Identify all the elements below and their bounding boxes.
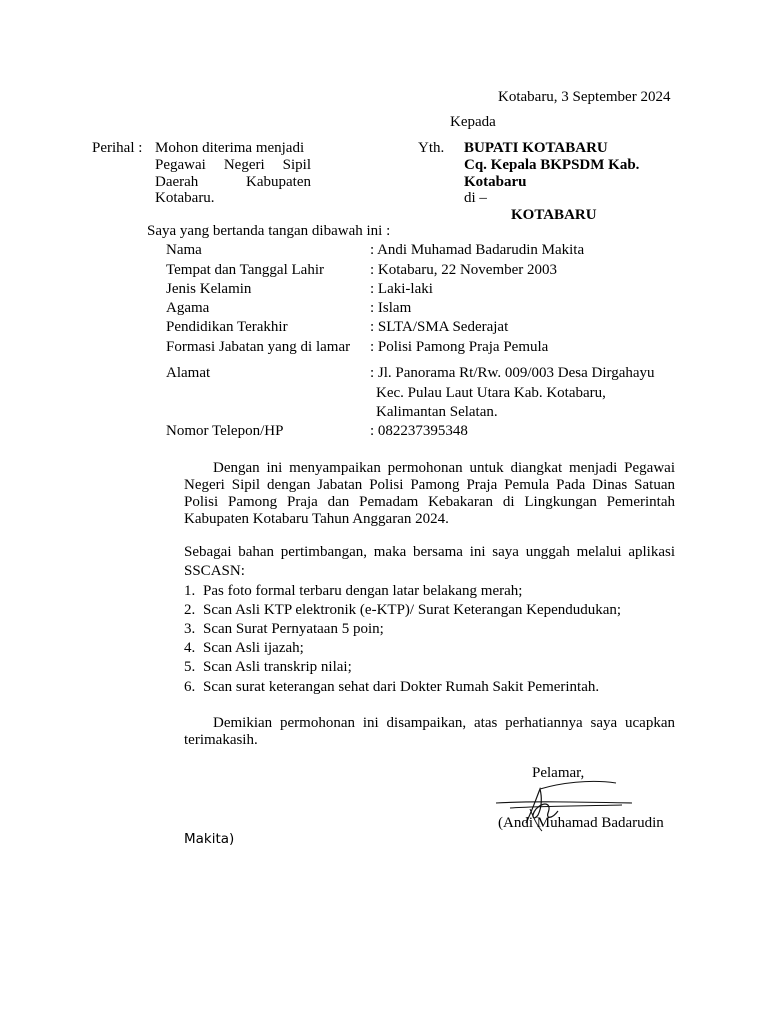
list-item-number: 2. [184,602,196,618]
perihal-line-2: Pegawai Negeri Sipil [155,157,311,173]
identity-label: Agama [166,300,210,316]
phone-label: Nomor Telepon/HP [166,423,284,439]
identity-label: Jenis Kelamin [166,281,252,297]
list-item: Scan Surat Pernyataan 5 poin; [203,621,384,637]
address-line-1: : Jl. Panorama Rt/Rw. 009/003 Desa Dirgahayu [370,365,655,381]
identity-value: : Islam [370,300,412,316]
identity-label: Nama [166,242,202,258]
signature-name-line-1: (Andi Muhamad Badarudin [498,815,664,831]
list-item: Scan surat keterangan sehat dari Dokter Rumah Sakit Pemerintah. [203,679,600,695]
signature-name-line-2: Makita) [184,831,235,847]
list-item-number: 6. [184,679,196,695]
list-item: Scan Asli ijazah; [203,640,304,656]
paragraph1-line-2: Negeri Sipil dengan Jabatan Polisi Pamong Praja Pemula Pada Dinas Satuan [184,477,675,493]
identity-value: : Polisi Pamong Praja Pemula [370,339,549,355]
identity-value: : Andi Muhamad Badarudin Makita [370,242,585,258]
list-item-number: 1. [184,583,196,599]
perihal-line-1: Mohon diterima menjadi [155,140,305,156]
list-item: Scan Asli transkrip nilai; [203,659,352,675]
perihal-line-4: Kotabaru. [155,190,215,206]
recipient-line-3: Kotabaru [464,174,527,190]
identity-label: Tempat dan Tanggal Lahir [166,262,324,278]
address-line-2: Kec. Pulau Laut Utara Kab. Kotabaru, [376,385,606,401]
paragraph1-line-3: Polisi Pamong Praja dan Pemadam Kebakaran di Lingkungan Pemerintah [184,494,675,510]
yth-label: Yth. [418,140,445,156]
paragraph1-line-4: Kabupaten Kotabaru Tahun Anggaran 2024. [184,511,449,527]
identity-value: : Kotabaru, 22 November 2003 [370,262,558,278]
list-item: Scan Asli KTP elektronik (e-KTP)/ Surat Keterangan Kependudukan; [203,602,622,618]
signature-title: Pelamar, [532,765,585,781]
identity-value: : Laki-laki [370,281,433,297]
identity-label: Pendidikan Terakhir [166,319,288,335]
phone-value: : 082237395348 [370,423,468,439]
recipient-line-4: di – [464,190,487,206]
list-item-number: 4. [184,640,196,656]
perihal-line-3: Daerah Kabupaten [155,174,311,190]
closing-line-1: Demikian permohonan ini disampaikan, atas perhatiannya saya ucapkan [213,715,675,731]
paragraph2-line-2: SSCASN: [184,563,245,579]
intro-text: Saya yang bertanda tangan dibawah ini : [147,223,391,239]
recipient-line-2: Cq. Kepala BKPSDM Kab. [464,157,640,173]
perihal-label: Perihal : [92,140,143,156]
recipient-line-1: BUPATI KOTABARU [464,140,608,156]
address-label: Alamat [166,365,211,381]
kepada-label: Kepada [450,114,496,130]
address-line-3: Kalimantan Selatan. [376,404,498,420]
recipient-line-5: KOTABARU [511,207,597,223]
list-item-number: 5. [184,659,196,675]
letter-date: Kotabaru, 3 September 2024 [498,89,671,105]
identity-value: : SLTA/SMA Sederajat [370,319,509,335]
paragraph2-line-1: Sebagai bahan pertimbangan, maka bersama ini saya unggah melalui aplikasi [184,544,675,560]
list-item: Pas foto formal terbaru dengan latar belakang merah; [203,583,523,599]
paragraph1-line-1: Dengan ini menyampaikan permohonan untuk diangkat menjadi Pegawai [213,460,675,476]
identity-label: Formasi Jabatan yang di lamar [166,339,351,355]
list-item-number: 3. [184,621,196,637]
closing-line-2: terimakasih. [184,732,258,748]
